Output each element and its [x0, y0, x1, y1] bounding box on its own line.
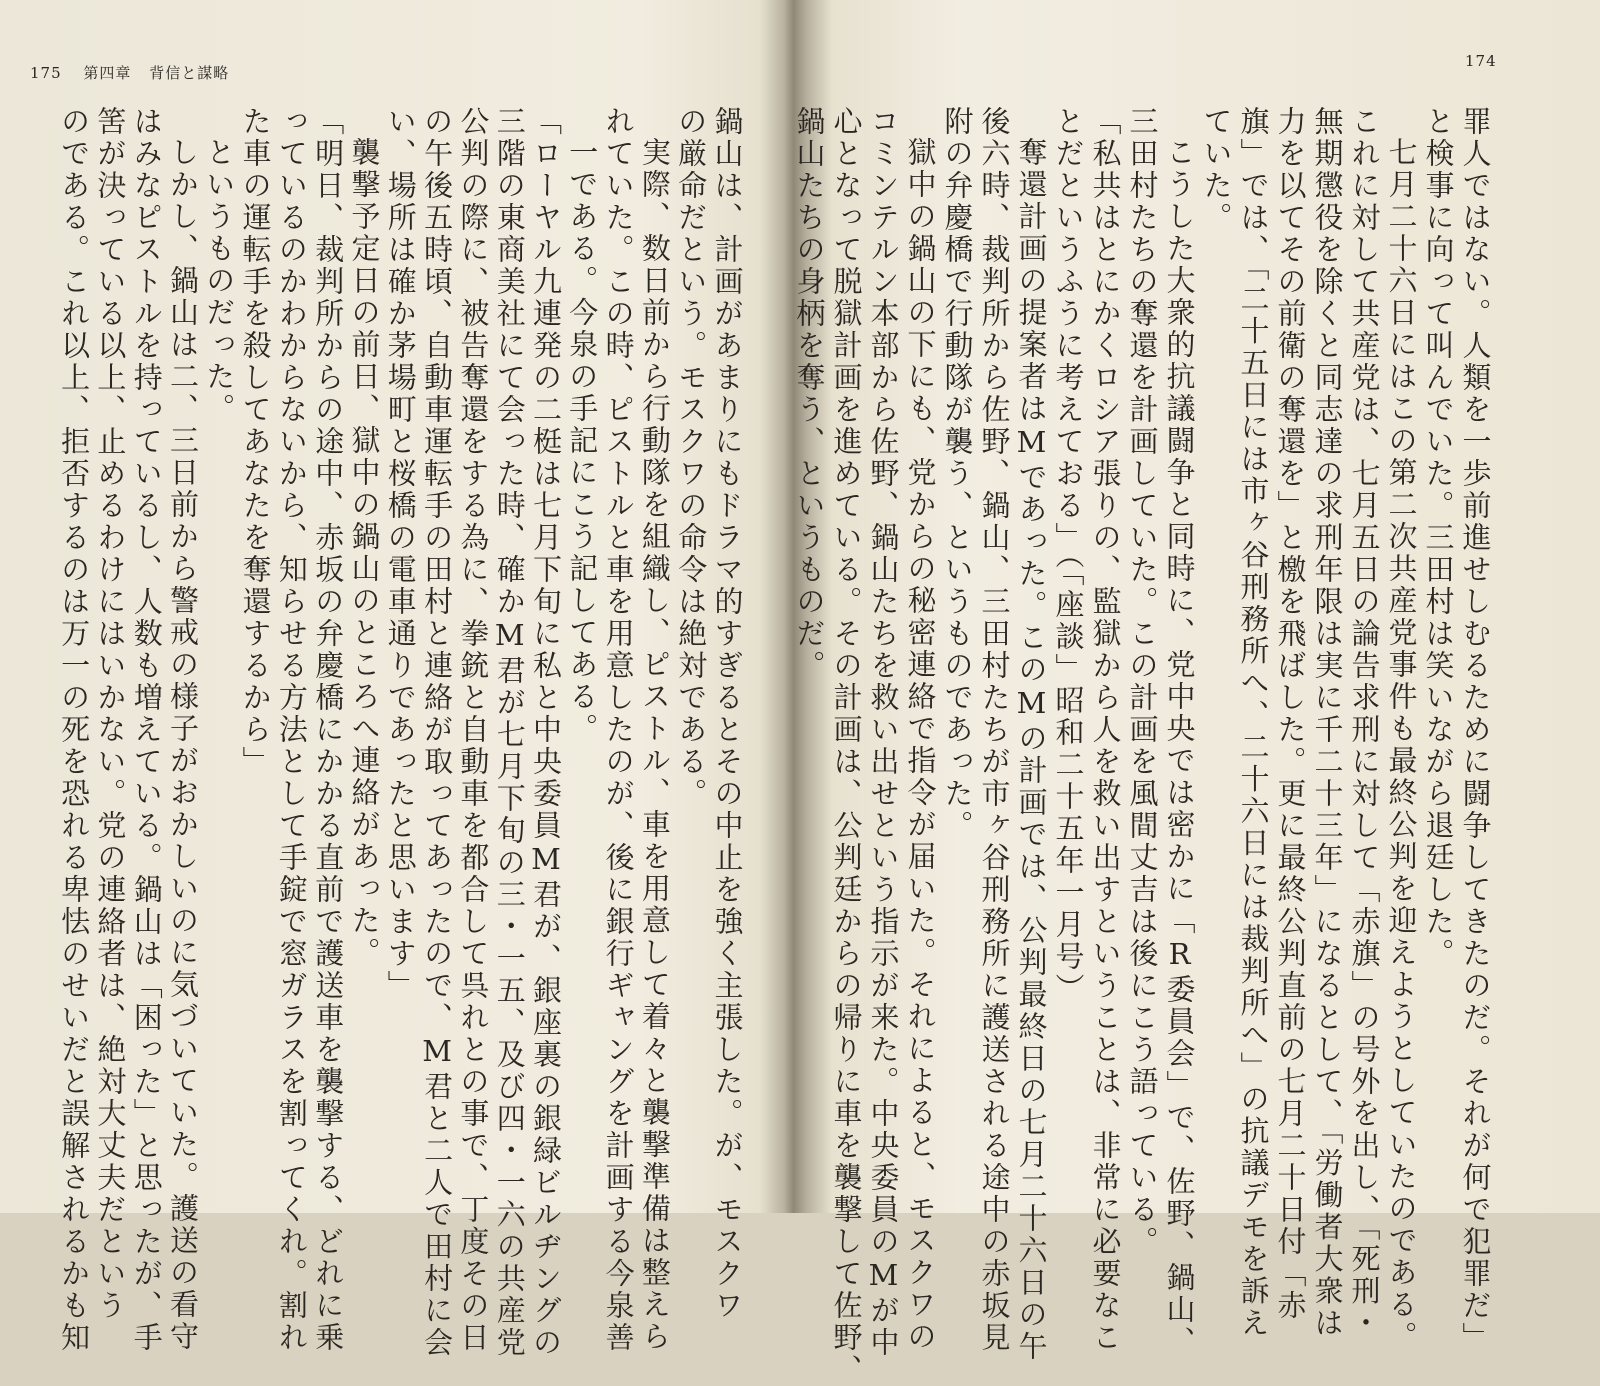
text-line	[1457, 106, 1493, 1354]
text-line-content: た車の運転手を殺してあなたを奪還するから」	[238, 106, 273, 778]
text-line-content: 後六時、裁判所から佐野、鍋山、三田村たちが市ヶ谷刑務所に護送される途中の赤坂見	[977, 106, 1012, 1354]
text-line	[128, 106, 164, 1354]
text-line	[201, 106, 237, 1196]
text-line-content: れていた。この時、ピストルと車を用意したのが、後に銀行ギャングを計画する今泉善	[601, 106, 636, 1354]
text-line	[1161, 106, 1197, 1358]
text-line-content: はみなピストルを持っているし、人数も増えている。鍋山は「困った」と思ったが、手	[129, 106, 164, 1354]
text-line-content: こうした大衆的抗議闘争と同時に、党中央では密かに「R委員会」で、佐野、鍋山、	[1162, 137, 1197, 1358]
text-line	[382, 106, 418, 1196]
text-line-content: というものだった。	[202, 137, 237, 425]
text-line-content: 心となって脱獄計画を進めている。その計画は、公判廷からの帰りに車を襲撃して佐野、	[829, 106, 864, 1386]
text-line	[673, 106, 709, 1196]
text-line	[419, 106, 455, 1359]
text-line	[1087, 106, 1123, 1354]
text-line	[92, 106, 128, 1322]
chapter-label: 第四章	[83, 64, 132, 82]
text-line-content: しかし、鍋山は二、三日前から警戒の様子がおかしいのに気づいていた。護送の看守	[166, 137, 200, 1353]
text-line	[273, 106, 309, 1354]
left-page-number: 175	[30, 64, 62, 82]
chapter-title: 背信と謀略	[149, 64, 230, 82]
text-line-content: 三田村たちの奪還を計画していた。この計画を風間丈吉は後にこう語っている。	[1125, 106, 1160, 1258]
text-line-content: の厳命だという。モスクワの命令は絶対である。	[674, 106, 709, 810]
text-line-content: これに対して共産党は、七月五日の論告求刑に対して「赤旗」の号外を出し、「死刑・	[1347, 106, 1382, 1340]
text-line-content: コミンテルン本部から佐野、鍋山たちを救い出せという指示が来た。中央委員のMが中	[866, 106, 901, 1359]
text-line	[791, 106, 827, 1196]
text-line	[528, 106, 564, 1359]
text-line-content: 実際、数日前から行動隊を組織し、ピストル、車を用意して着々と襲撃準備は整えら	[637, 137, 672, 1353]
right-page	[792, 0, 1600, 1386]
text-line-content: 獄中の鍋山の下にも、党からの秘密連絡で指令が届いた。それによると、モスクワの	[903, 137, 938, 1353]
text-line	[709, 106, 745, 1322]
text-line-content: のである。これ以上、拒否するのは万一の死を恐れる卑怯のせいだと誤解されるかも知	[57, 106, 92, 1354]
text-line	[600, 106, 636, 1354]
text-line-content: 「ローヤル九連発の二梃は七月下旬に私と中央委員M君が、銀座裏の銀緑ビルヂングの	[529, 106, 563, 1359]
text-line-content: と検事に向って叫んでいた。三田村は笑いながら退廷した。	[1421, 106, 1456, 970]
text-line	[1013, 106, 1049, 1363]
text-line-content: 鍋山は、計画があまりにもドラマ的すぎるとその中止を強く主張した。が、モスクワ	[710, 106, 745, 1322]
text-line	[939, 106, 975, 1196]
text-line	[310, 106, 346, 1354]
text-line	[346, 106, 382, 1196]
text-line	[1272, 106, 1308, 1322]
right-page-number: 174	[1465, 52, 1497, 70]
text-line-content: 罪人ではない。人類を一歩前進せしむるために闘争してきたのだ。それが何で犯罪だ」	[1458, 106, 1493, 1354]
text-line	[1198, 106, 1234, 1196]
text-line-content: 「私共はとにかくロシア張りの、監獄から人を救い出すということは、非常に必要なこ	[1088, 106, 1123, 1354]
text-line-content: 旗」では、「二十五日には市ヶ谷刑務所へ、二十六日には裁判所へ」の抗議デモを訴え	[1236, 106, 1271, 1340]
text-line	[564, 106, 600, 1196]
left-page	[0, 0, 790, 1359]
text-line	[1346, 106, 1382, 1340]
text-line	[237, 106, 273, 1196]
text-line-content: 七月二十六日にはこの第二次共産党事件も最終公判を迎えようとしていたのである。	[1384, 137, 1419, 1353]
running-header	[30, 62, 229, 83]
text-line-content: の午後五時頃、自動車運転手の田村と連絡が取ってあったので、M君と二人で田村に会	[420, 106, 455, 1359]
text-line-content: 鍋山たちの身柄を奪う、というものだ。	[792, 106, 827, 682]
text-line-content: 無期懲役を除くと同志達の求刑年限は実に千二十三年」になるとして、「労働者大衆は	[1310, 106, 1345, 1340]
text-line-content: とだというふうに考えておる」（「座談」昭和二十五年一月号）	[1051, 106, 1086, 1005]
text-line	[455, 106, 491, 1354]
text-line	[1124, 106, 1160, 1258]
text-line	[1050, 106, 1086, 1196]
text-line	[491, 106, 527, 1359]
text-line-content: 一である。今泉の手記にこう記してある。	[565, 137, 600, 745]
text-line	[165, 106, 201, 1353]
text-line-content: 三階の東商美社にて会った時、確かM君が七月下旬の三・一五、及び四・一六の共産党	[492, 106, 527, 1359]
text-line-content: 奪還計画の提案者はMであった。このMの計画では、公判最終日の七月二十六日の午	[1014, 137, 1049, 1363]
text-line-content: 附の弁慶橋で行動隊が襲う、というものであった。	[940, 106, 975, 842]
text-line-content: 公判の際に、被告奪還をする為に、拳銃と自動車を都合して呉れとの事で、丁度その日	[456, 106, 491, 1354]
text-line-content: っているのかわからないから、知らせる方法として手錠で窓ガラスを割ってくれ。割れ	[274, 106, 309, 1354]
text-line	[1235, 106, 1271, 1340]
text-line	[56, 106, 92, 1354]
text-line-content: ていた。	[1199, 106, 1234, 234]
text-line-content: 襲撃予定日の前日、獄中の鍋山のところへ連絡があった。	[347, 137, 382, 969]
text-line	[1420, 106, 1456, 1196]
text-line	[1383, 106, 1419, 1353]
text-line	[976, 106, 1012, 1354]
text-line	[1309, 106, 1345, 1340]
text-line	[902, 106, 938, 1353]
text-line-content: い、場所は確か茅場町と桜橋の電車通りであったと思います」	[383, 106, 418, 1002]
text-line-content: 力を以てその前衛の奪還を」と檄を飛ばした。更に最終公判直前の七月二十日付「赤	[1273, 106, 1308, 1322]
text-line-content: 筈が決っている以上、止めるわけにはいかない。党の連絡者は、絶対大丈夫だという	[93, 106, 128, 1322]
text-line-content: 「明日、裁判所からの途中、赤坂の弁慶橋にかかる直前で護送車を襲撃する、どれに乗	[311, 106, 346, 1354]
text-line	[865, 106, 901, 1359]
text-line	[828, 106, 864, 1386]
text-line	[636, 106, 672, 1353]
